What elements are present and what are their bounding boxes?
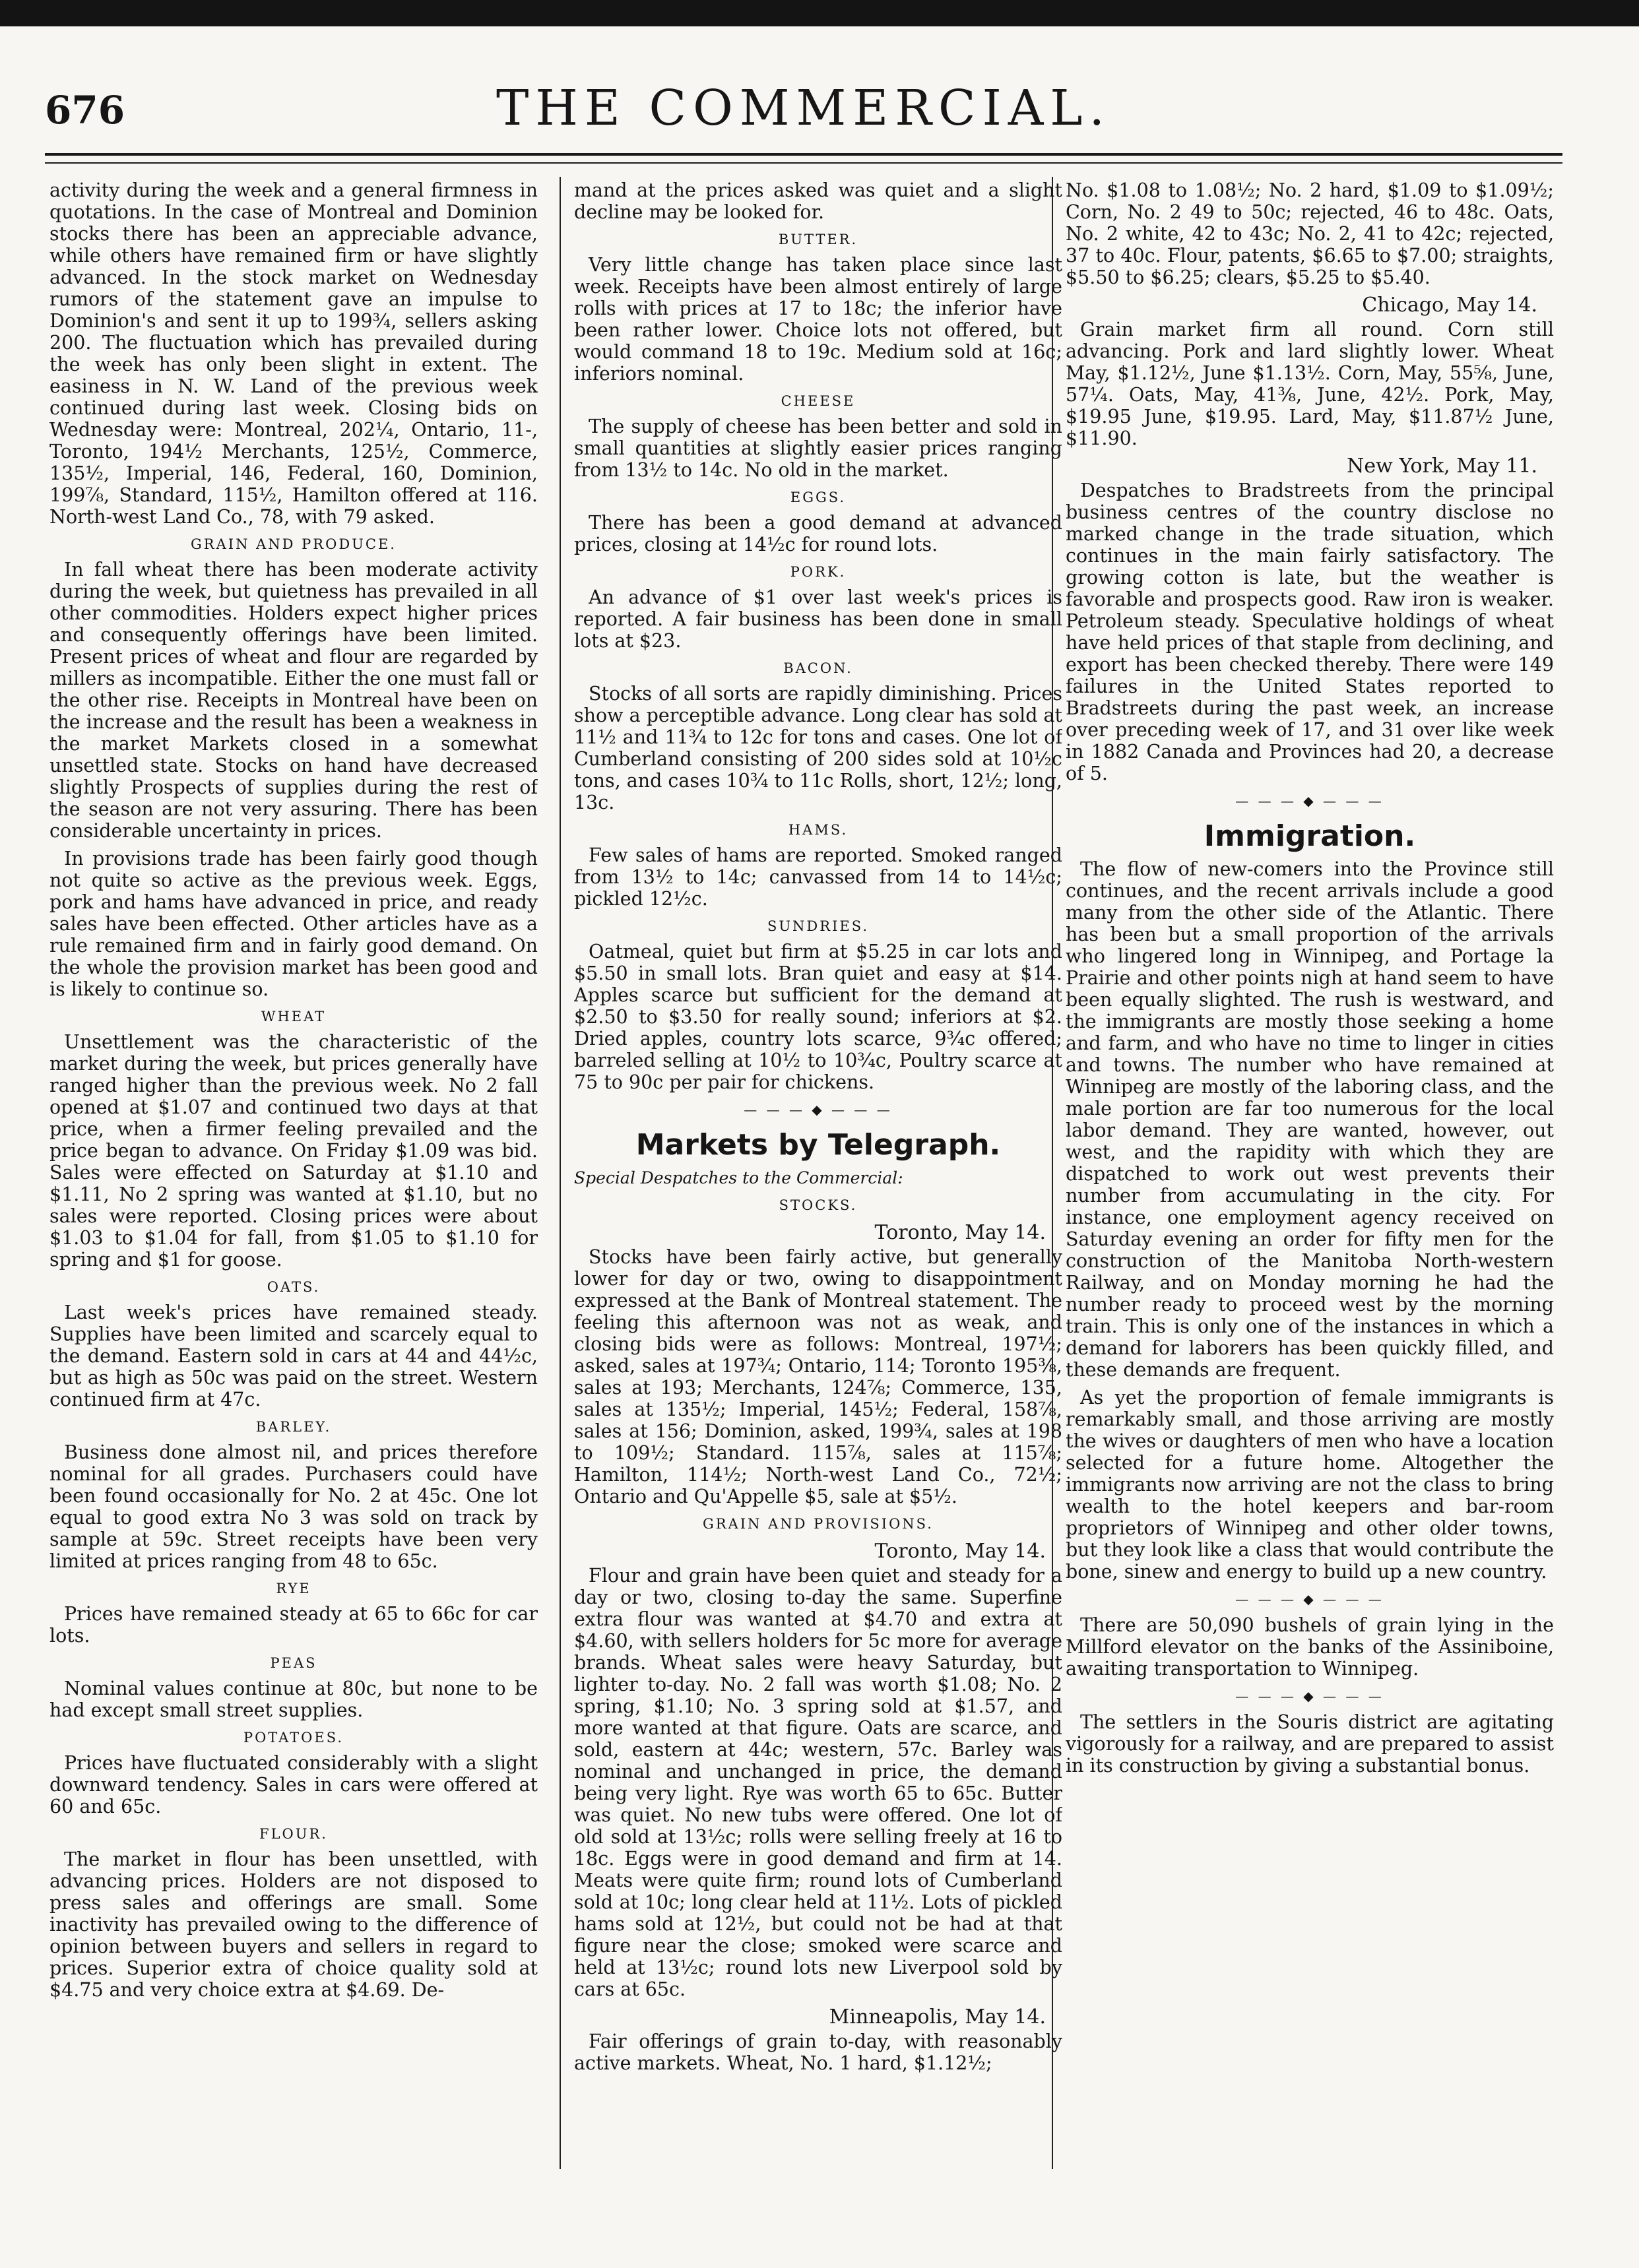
article-paragraph: Unsettlement was the characteristic of the market during the week, but prices generally have ranged higher than the previous week. No 2 fall opened at $1.07 and continued two days at that price, when a firmer feeling prevailed and the price began to advance. On Friday $1.09 was bid. Sales were effected on Saturday at $1.10 and $1.11, No 2 spring was wanted at $1.10, but no sales were reported. Closing prices were about $1.03 to $1.04 for fall, from $1.05 to $1.10 for spring and $1 for goose. <box>49 1031 538 1271</box>
article-paragraph: In fall wheat there has been moderate activity during the week, but quietness has prevailed in all other commodities. Holders expect higher prices and consequently offerings have been limited. Present prices of wheat and flour are regarded by millers as incompatible. Either the one must fall or the other rise. Receipts in Montreal have been on the increase and the result has been a weakness in the market Markets closed in a somewhat unsettled state. Stocks on hand have decreased slightly Prospects of supplies during the rest of the season are not very assuring. There has been considerable uncertainty in prices. <box>49 559 538 842</box>
dateline-minneapolis: Minneapolis, May 14. <box>829 2005 1046 2029</box>
article-paragraph: Flour and grain have been quiet and steady for a day or two, closing to-day the same. Superfine extra flour was wanted at $4.70 and extra at $4.60, with sellers holders for 5c more for average brands. Wheat sales were heavy Saturday, but lighter to-day. No. 2 fall was worth $1.08; No. 2 spring, $1.10; No. 3 spring sold at $1.57, and more wanted at that figure. Oats are scarce, and sold, eastern at 44c; western, 57c. Barley was nominal and unchanged in price, the demand being very light. Rye was worth 65 to 65c. Butter was quiet. No new tubs were offered. One lot of old sold at 13½c; rolls were selling freely at 16 to 18c. Eggs were in good demand and firm at 14. Meats were quite firm; round lots of Cumberland sold at 10c; long clear held at 11½. Lots of pickled hams sold at 12½, but could not be had at that figure near the close; smoked were scarce and held at 13½c; round lots new Liverpool sold by cars at 65c. <box>574 1565 1062 2000</box>
markets-by-telegraph-title: Markets by Telegraph. <box>635 1128 1001 1162</box>
article-paragraph: Nominal values continue at 80c, but none to be had except small street supplies. <box>49 1678 538 1721</box>
header-rule-thin <box>45 162 1562 164</box>
section-heading-potatoes: POTATOES. <box>243 1730 344 1746</box>
section-heading-stocks: STOCKS. <box>779 1197 858 1213</box>
article-paragraph: An advance of $1 over last week's prices is reported. A fair business has been done in small lots at $23. <box>574 586 1062 652</box>
section-heading-pork: PORK. <box>790 564 847 580</box>
article-paragraph: There are 50,090 bushels of grain lying in the Millford elevator on the banks of the Assiniboine, awaiting transportation to Winnipeg. <box>1066 1614 1554 1680</box>
section-heading-peas: PEAS <box>270 1655 317 1671</box>
article-paragraph: The flow of new-comers into the Province still continues, and the recent arrivals include a good many from the other side of the Atlantic. There has been but a small proportion of the arrivals who lingered long in Winnipeg, and Portage la Prairie and other points nigh at hand seem to have been equally slighted. The rush is westward, and the immigrants are mostly those seeking a home and farm, and who have no time to linger in cities and towns. The number who have remained at Winnipeg are mostly of the laboring class, and the male portion are far too numerous for the local labor demand. They are wanted, however, out west, and the rapidity with which they are dispatched to work out west prevents their number from accumulating in the city. For instance, one employment agency received on Saturday evening an order for fifty men for the construction of the Manitoba North-western Railway, and on Monday morning he had the number ready to proceed west by the morning train. This is only one of the instances in which a demand for laborers has been quickly filled, and these demands are frequent. <box>1066 858 1554 1381</box>
section-ornament: — — — ◆ — — — <box>1235 1591 1384 1607</box>
article-paragraph: There has been a good demand at advanced prices, closing at 14½c for round lots. <box>574 512 1062 555</box>
section-heading-cheese: CHEESE <box>781 393 856 409</box>
section-ornament: — — — ◆ — — — <box>744 1102 893 1118</box>
immigration-title: Immigration. <box>1204 819 1416 853</box>
article-paragraph: mand at the prices asked was quiet and a slight decline may be looked for. <box>574 179 1062 223</box>
article-paragraph: The market in flour has been unsettled, with advancing prices. Holders are not disposed to press sales and offerings are small. Some inactivity has prevailed owing to the difference of opinion between buyers and sellers in regard to prices. Superior extra of choice quality sold at $4.75 and very choice extra at $4.69. De- <box>49 1848 538 2001</box>
dateline-new-york: New York, May 11. <box>1347 455 1537 478</box>
section-ornament: — — — ◆ — — — <box>1235 1688 1384 1704</box>
article-paragraph: Last week's prices have remained steady. Supplies have been limited and scarcely equal to the demand. Eastern sold in cars at 44 and 44½c, but as high as 50c was paid on the street. Western continued firm at 47c. <box>49 1302 538 1410</box>
column-1 <box>49 179 538 2198</box>
section-heading-grain-produce: GRAIN AND PRODUCE. <box>191 536 397 552</box>
dateline-chicago: Chicago, May 14. <box>1362 294 1537 317</box>
article-paragraph: Despatches to Bradstreets from the principal business centres of the country disclose no marked change in the trade situation, which continues in the main fairly satisfactory. The growing cotton is late, but the weather is favorable and prospects good. Raw iron is weaker. Petroleum steady. Speculative holdings of wheat have held prices of that staple from declining, and export has been checked thereby. There were 149 failures in the United States reported to Bradstreets during the past week, an increase over preceding week of 17, and 31 over like week in 1882 Canada and Provinces had 20, a decrease of 5. <box>1066 480 1554 784</box>
column-2 <box>574 179 1062 2198</box>
section-heading-bacon: BACON. <box>783 660 853 676</box>
section-heading-grain-provisions: GRAIN AND PROVISIONS. <box>703 1516 934 1532</box>
article-paragraph: As yet the proportion of female immigrants is remarkably small, and those arriving are mostly the wives or daughters of men who have a location selected for a future home. Altogether the immigrants now arriving are not the class to bring wealth to the hotel keepers and bar-room proprietors of Winnipeg and other older towns, but they look like a class that would contribute the bone, sinew and energy to build up a new country. <box>1066 1387 1554 1583</box>
article-paragraph: Few sales of hams are reported. Smoked ranged from 13½ to 14c; canvassed from 14 to 14½c; pickled 12½c. <box>574 844 1062 910</box>
article-paragraph: Fair offerings of grain to-day, with reasonably active markets. Wheat, No. 1 hard, $1.12½; <box>574 2031 1062 2074</box>
top-border-rule <box>0 0 1639 26</box>
article-paragraph: Stocks of all sorts are rapidly diminishing. Prices show a perceptible advance. Long clear has sold at 11½ and 11¾ to 12c for tons and cases. One lot of Cumberland consisting of 200 sides sold at 10½c tons, and cases 10¾ to 11c Rolls, short, 12½; long, 13c. <box>574 683 1062 813</box>
section-heading-rye: RYE <box>276 1581 311 1596</box>
article-paragraph: activity during the week and a general firmness in quotations. In the case of Montreal and Dominion stocks there has been an appreciable advance, while others have remained firm or have slightly advanced. In the stock market on Wednesday rumors of the statement gave an impulse to Dominion's and sent it up to 199¾, sellers asking 200. The fluctuation which has prevailed during the week has only been slight in extent. The easiness in N. W. Land of the previous week continued during last week. Closing bids on Wednesday were: Montreal, 202¼, Ontario, 11-, Toronto, 194½ Merchants, 125½, Commerce, 135½, Imperial, 146, Federal, 160, Dominion, 199⅞, Standard, 115½, Hamilton offered at 116. North-west Land Co., 78, with 79 asked. <box>49 179 538 528</box>
section-heading-sundries: SUNDRIES. <box>767 918 870 934</box>
section-heading-wheat: WHEAT <box>261 1009 327 1024</box>
section-heading-flour: FLOUR. <box>259 1826 328 1842</box>
section-ornament: — — — ◆ — — — <box>1235 793 1384 809</box>
masthead-title: THE COMMERCIAL. <box>496 80 1111 137</box>
dateline-toronto: Toronto, May 14. <box>874 1221 1046 1244</box>
dateline-toronto: Toronto, May 14. <box>874 1540 1046 1563</box>
page-number: 676 <box>45 88 125 133</box>
article-paragraph: Prices have fluctuated considerably with a slight downward tendency. Sales in cars were offered at 60 and 65c. <box>49 1752 538 1817</box>
column-divider-1 <box>560 177 561 2169</box>
section-heading-butter: BUTTER. <box>778 232 858 247</box>
article-paragraph: In provisions trade has been fairly good though not quite so active as the previous week. Eggs, pork and hams have advanced in price, and ready sales have been effected. Other articles have as a rule remained firm and in fairly good demand. On the whole the provision market has been good and is likely to continue so. <box>49 848 538 1000</box>
section-heading-oats: OATS. <box>267 1279 321 1295</box>
section-heading-eggs: EGGS. <box>790 489 847 505</box>
page-header <box>45 76 1562 148</box>
header-rule-thick <box>45 153 1562 156</box>
article-paragraph: Stocks have been fairly active, but generally lower for day or two, owing to disappointment expressed at the Bank of Montreal statement. The feeling this afternoon was not as weak, and closing bids were as follows: Montreal, 197½; asked, sales at 197¾; Ontario, 114; Toronto 195⅜, sales at 193; Merchants, 124⅞; Commerce, 135, sales at 135½; Imperial, 145½; Federal, 158⅞, sales at 156; Dominion, asked, 199¾, sales at 198 to 109½; Standard. 115⅞, sales at 115⅞; Hamilton, 114½; North-west Land Co., 72½; Ontario and Qu'Appelle $5, sale at $5½. <box>574 1246 1062 1507</box>
article-paragraph: Grain market firm all round. Corn still advancing. Pork and lard slightly lower. Wheat May, $1.12½, June $1.13½. Corn, May, 55⅝, June, 57¼. Oats, May, 41⅜, June, 42½. Pork, May, $19.95 June, $19.95. Lard, May, $11.87½ June, $11.90. <box>1066 319 1554 449</box>
article-paragraph: The supply of cheese has been better and sold in small quantities at slightly easier prices ranging from 13½ to 14c. No old in the market. <box>574 416 1062 481</box>
article-paragraph: Prices have remained steady at 65 to 66c for car lots. <box>49 1603 538 1647</box>
article-paragraph: Very little change has taken place since last week. Receipts have been almost entirely of large rolls with prices at 17 to 18c; the inferior have been rather lower. Choice lots not offered, but would command 18 to 19c. Medium sold at 16c; inferiors nominal. <box>574 254 1062 385</box>
section-heading-barley: BARLEY. <box>255 1419 332 1435</box>
article-paragraph: Oatmeal, quiet but firm at $5.25 in car lots and $5.50 in small lots. Bran quiet and easy at $14. Apples scarce but sufficient for the demand at $2.50 to $3.50 for really sound; inferiors at $2. Dried apples, country lots scarce, 9¾c offered; barreled selling at 10½ to 10¾c, Poultry scarce at 75 to 90c per pair for chickens. <box>574 941 1062 1093</box>
section-heading-hams: HAMS. <box>788 822 849 838</box>
column-3 <box>1066 179 1554 2198</box>
article-paragraph: Business done almost nil, and prices therefore nominal for all grades. Purchasers could have been found occasionally for No. 2 at 45c. One lot equal to good extra No 3 was sold on track by sample at 59c. Street receipts have been very limited at prices ranging from 48 to 65c. <box>49 1441 538 1572</box>
article-paragraph: No. $1.08 to 1.08½; No. 2 hard, $1.09 to $1.09½; Corn, No. 2 49 to 50c; rejected, 46 to 48c. Oats, No. 2 white, 42 to 43c; No. 2, 41 to 42c; rejected, 37 to 40c. Flour, patents, $6.65 to $7.00; straights, $5.50 to $6.25; clears, $5.25 to $5.40. <box>1066 179 1554 288</box>
article-paragraph: The settlers in the Souris district are agitating vigorously for a railway, and are prepared to assist in its construction by giving a substantial bonus. <box>1066 1711 1554 1777</box>
special-despatches-line: Special Despatches to the Commercial: <box>574 1168 903 1187</box>
